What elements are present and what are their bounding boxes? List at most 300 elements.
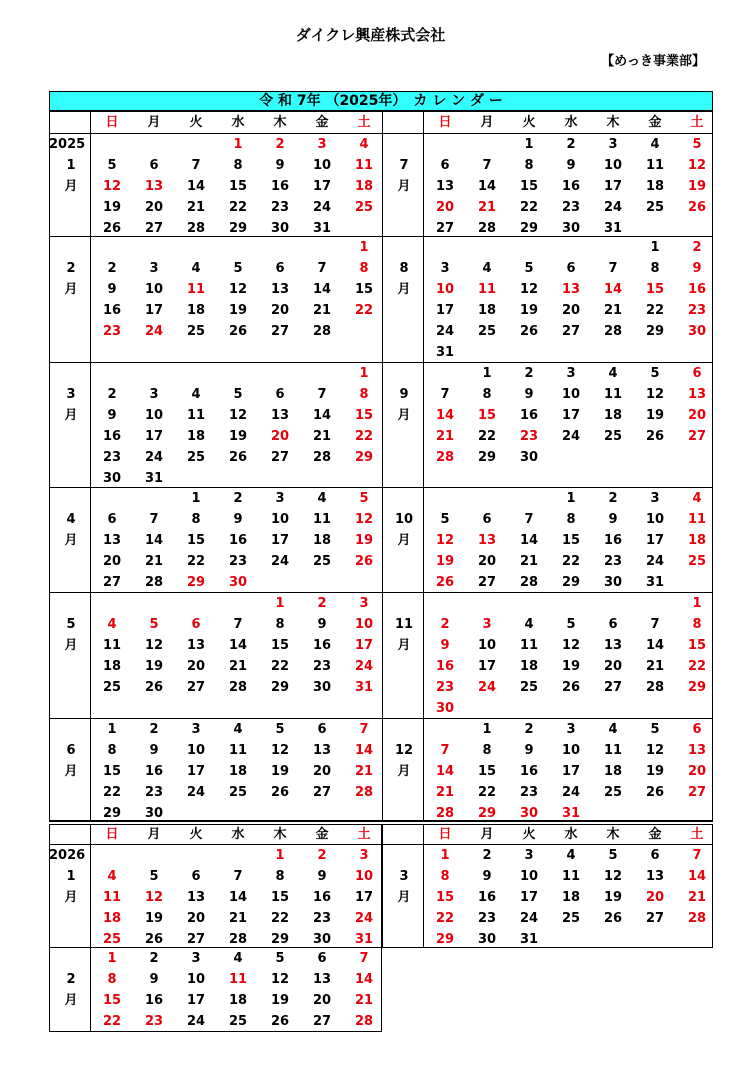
- day-cell: 21: [354, 764, 374, 779]
- day-cell: 23: [603, 554, 623, 569]
- day-cell: 14: [687, 869, 707, 884]
- day-cell: 28: [186, 221, 206, 236]
- day-cell: 11: [645, 158, 665, 173]
- day-cell: 27: [186, 680, 206, 695]
- day-cell: 2: [107, 387, 117, 402]
- month-number: 8: [399, 261, 409, 276]
- day-cell: 24: [603, 200, 623, 215]
- day-cell: 15: [477, 408, 497, 423]
- day-cell: 30: [561, 221, 581, 236]
- day-cell: 12: [603, 869, 623, 884]
- day-cell: 1: [566, 491, 576, 506]
- day-cell: 26: [519, 324, 539, 339]
- day-cell: 16: [102, 303, 122, 318]
- weekday-label: 月: [480, 827, 494, 842]
- day-cell: 29: [270, 680, 290, 695]
- month-number: 1: [66, 869, 76, 884]
- day-cell: 16: [561, 179, 581, 194]
- day-cell: 28: [435, 450, 455, 465]
- month-unit: 月: [397, 764, 411, 779]
- day-cell: 15: [228, 179, 248, 194]
- day-cell: 13: [144, 179, 164, 194]
- month-number: 6: [66, 743, 76, 758]
- day-cell: 13: [687, 743, 707, 758]
- day-cell: 5: [608, 848, 618, 863]
- year-label: 2026: [49, 848, 86, 863]
- day-cell: 11: [312, 512, 332, 527]
- day-cell: 14: [354, 972, 374, 987]
- day-cell: 26: [603, 911, 623, 926]
- day-cell: 27: [312, 785, 332, 800]
- day-cell: 17: [645, 533, 665, 548]
- day-cell: 12: [561, 638, 581, 653]
- day-cell: 11: [561, 869, 581, 884]
- day-cell: 24: [645, 554, 665, 569]
- day-cell: 22: [102, 1014, 122, 1029]
- day-cell: 14: [228, 638, 248, 653]
- day-cell: 24: [186, 1014, 206, 1029]
- day-cell: 31: [144, 471, 164, 486]
- day-cell: 9: [149, 743, 159, 758]
- day-cell: 12: [645, 387, 665, 402]
- day-cell: 4: [482, 261, 492, 276]
- day-cell: 17: [354, 638, 374, 653]
- day-cell: 8: [275, 617, 285, 632]
- day-cell: 6: [482, 512, 492, 527]
- weekday-label: 土: [357, 115, 371, 130]
- day-cell: 27: [561, 324, 581, 339]
- day-cell: 4: [608, 722, 618, 737]
- day-cell: 8: [650, 261, 660, 276]
- day-cell: 18: [603, 408, 623, 423]
- day-cell: 3: [191, 951, 201, 966]
- day-cell: 4: [566, 848, 576, 863]
- day-cell: 20: [645, 890, 665, 905]
- day-cell: 4: [692, 491, 702, 506]
- day-cell: 2: [275, 137, 285, 152]
- day-cell: 25: [687, 554, 707, 569]
- month-number: 9: [399, 387, 409, 402]
- day-cell: 25: [228, 1014, 248, 1029]
- day-cell: 28: [144, 575, 164, 590]
- day-cell: 11: [687, 512, 707, 527]
- month-unit: 月: [397, 533, 411, 548]
- weekday-label: 土: [690, 115, 704, 130]
- day-cell: 1: [359, 366, 369, 381]
- day-cell: 22: [228, 200, 248, 215]
- weekday-label: 火: [189, 827, 203, 842]
- day-cell: 5: [275, 951, 285, 966]
- day-cell: 5: [566, 617, 576, 632]
- day-cell: 29: [477, 806, 497, 821]
- month-unit: 月: [64, 638, 78, 653]
- day-cell: 18: [102, 911, 122, 926]
- day-cell: 19: [603, 890, 623, 905]
- day-cell: 26: [645, 429, 665, 444]
- day-cell: 5: [233, 261, 243, 276]
- day-cell: 23: [312, 911, 332, 926]
- day-cell: 2: [482, 848, 492, 863]
- day-cell: 5: [149, 869, 159, 884]
- day-cell: 7: [359, 951, 369, 966]
- day-cell: 19: [102, 200, 122, 215]
- day-cell: 4: [191, 387, 201, 402]
- day-cell: 8: [692, 617, 702, 632]
- day-cell: 30: [519, 450, 539, 465]
- day-cell: 1: [107, 722, 117, 737]
- day-cell: 11: [228, 972, 248, 987]
- day-cell: 15: [270, 638, 290, 653]
- month-unit: 月: [64, 282, 78, 297]
- day-cell: 22: [354, 303, 374, 318]
- day-cell: 22: [645, 303, 665, 318]
- day-cell: 2: [440, 617, 450, 632]
- month-number: 3: [66, 387, 76, 402]
- day-cell: 20: [603, 659, 623, 674]
- day-cell: 28: [687, 911, 707, 926]
- day-cell: 28: [477, 221, 497, 236]
- day-cell: 14: [435, 408, 455, 423]
- weekday-label: 金: [315, 827, 329, 842]
- day-cell: 22: [687, 659, 707, 674]
- day-cell: 2: [107, 261, 117, 276]
- day-cell: 2: [524, 722, 534, 737]
- day-cell: 30: [270, 221, 290, 236]
- day-cell: 25: [477, 324, 497, 339]
- day-cell: 18: [354, 179, 374, 194]
- day-cell: 28: [228, 932, 248, 947]
- day-cell: 16: [102, 429, 122, 444]
- day-cell: 6: [317, 951, 327, 966]
- day-cell: 4: [191, 261, 201, 276]
- day-cell: 26: [144, 680, 164, 695]
- month-number: 4: [66, 512, 76, 527]
- day-cell: 13: [477, 533, 497, 548]
- day-cell: 29: [354, 450, 374, 465]
- day-cell: 5: [149, 617, 159, 632]
- day-cell: 20: [477, 554, 497, 569]
- day-cell: 24: [561, 785, 581, 800]
- day-cell: 20: [312, 764, 332, 779]
- month-unit: 月: [64, 179, 78, 194]
- day-cell: 2: [524, 366, 534, 381]
- day-cell: 15: [645, 282, 665, 297]
- day-cell: 13: [102, 533, 122, 548]
- day-cell: 27: [687, 785, 707, 800]
- day-cell: 26: [270, 785, 290, 800]
- month-unit: 月: [64, 408, 78, 423]
- day-cell: 25: [102, 932, 122, 947]
- day-cell: 20: [312, 993, 332, 1008]
- month-unit: 月: [397, 890, 411, 905]
- day-cell: 24: [435, 324, 455, 339]
- day-cell: 30: [435, 701, 455, 716]
- day-cell: 10: [144, 408, 164, 423]
- day-cell: 7: [233, 869, 243, 884]
- day-cell: 30: [144, 806, 164, 821]
- day-cell: 10: [312, 158, 332, 173]
- day-cell: 23: [519, 785, 539, 800]
- day-cell: 18: [312, 533, 332, 548]
- day-cell: 1: [233, 137, 243, 152]
- day-cell: 1: [440, 848, 450, 863]
- day-cell: 22: [354, 429, 374, 444]
- month-number: 5: [66, 617, 76, 632]
- day-cell: 9: [275, 158, 285, 173]
- day-cell: 17: [519, 890, 539, 905]
- day-cell: 27: [687, 429, 707, 444]
- weekday-label: 日: [105, 827, 119, 842]
- day-cell: 19: [687, 179, 707, 194]
- day-cell: 6: [191, 869, 201, 884]
- day-cell: 22: [477, 429, 497, 444]
- day-cell: 18: [228, 764, 248, 779]
- day-cell: 15: [354, 282, 374, 297]
- day-cell: 19: [519, 303, 539, 318]
- day-cell: 8: [482, 387, 492, 402]
- day-cell: 28: [645, 680, 665, 695]
- day-cell: 10: [144, 282, 164, 297]
- day-cell: 19: [561, 659, 581, 674]
- day-cell: 21: [186, 200, 206, 215]
- day-cell: 26: [228, 450, 248, 465]
- day-cell: 28: [312, 450, 332, 465]
- day-cell: 10: [186, 743, 206, 758]
- day-cell: 1: [524, 137, 534, 152]
- day-cell: 14: [228, 890, 248, 905]
- day-cell: 27: [270, 324, 290, 339]
- day-cell: 16: [270, 179, 290, 194]
- day-cell: 12: [228, 408, 248, 423]
- day-cell: 14: [354, 743, 374, 758]
- day-cell: 8: [566, 512, 576, 527]
- day-cell: 10: [354, 869, 374, 884]
- day-cell: 16: [519, 408, 539, 423]
- day-cell: 24: [270, 554, 290, 569]
- day-cell: 23: [312, 659, 332, 674]
- day-cell: 17: [144, 429, 164, 444]
- day-cell: 24: [144, 450, 164, 465]
- day-cell: 23: [477, 911, 497, 926]
- day-cell: 29: [270, 932, 290, 947]
- day-cell: 6: [149, 158, 159, 173]
- day-cell: 28: [312, 324, 332, 339]
- weekday-label: 金: [648, 115, 662, 130]
- day-cell: 25: [102, 680, 122, 695]
- day-cell: 13: [645, 869, 665, 884]
- day-cell: 12: [144, 890, 164, 905]
- day-cell: 26: [645, 785, 665, 800]
- day-cell: 13: [186, 890, 206, 905]
- weekday-label: 木: [273, 115, 287, 130]
- day-cell: 19: [144, 659, 164, 674]
- day-cell: 22: [519, 200, 539, 215]
- month-unit: 月: [64, 890, 78, 905]
- day-cell: 23: [228, 554, 248, 569]
- day-cell: 17: [144, 303, 164, 318]
- day-cell: 26: [144, 932, 164, 947]
- day-cell: 14: [645, 638, 665, 653]
- day-cell: 27: [186, 932, 206, 947]
- day-cell: 23: [144, 1014, 164, 1029]
- day-cell: 25: [519, 680, 539, 695]
- day-cell: 5: [524, 261, 534, 276]
- day-cell: 28: [228, 680, 248, 695]
- day-cell: 30: [312, 932, 332, 947]
- day-cell: 8: [107, 743, 117, 758]
- day-cell: 7: [608, 261, 618, 276]
- day-cell: 3: [149, 261, 159, 276]
- day-cell: 10: [435, 282, 455, 297]
- day-cell: 29: [186, 575, 206, 590]
- day-cell: 24: [477, 680, 497, 695]
- day-cell: 7: [359, 722, 369, 737]
- day-cell: 9: [317, 869, 327, 884]
- day-cell: 3: [650, 491, 660, 506]
- month-unit: 月: [64, 993, 78, 1008]
- month-number: 12: [394, 743, 414, 758]
- day-cell: 9: [107, 282, 117, 297]
- day-cell: 11: [186, 408, 206, 423]
- day-cell: 17: [561, 764, 581, 779]
- day-cell: 23: [435, 680, 455, 695]
- day-cell: 7: [317, 387, 327, 402]
- day-cell: 8: [107, 972, 117, 987]
- calendar-title-bar: 令 和 7年 （2025年） カ レ ン ダ ー: [49, 91, 713, 111]
- day-cell: 1: [482, 722, 492, 737]
- day-cell: 21: [687, 890, 707, 905]
- day-cell: 8: [440, 869, 450, 884]
- day-cell: 4: [359, 137, 369, 152]
- day-cell: 25: [645, 200, 665, 215]
- day-cell: 19: [645, 408, 665, 423]
- day-cell: 17: [354, 890, 374, 905]
- day-cell: 30: [228, 575, 248, 590]
- weekday-label: 土: [690, 827, 704, 842]
- day-cell: 7: [191, 158, 201, 173]
- day-cell: 25: [561, 911, 581, 926]
- day-cell: 1: [482, 366, 492, 381]
- day-cell: 30: [477, 932, 497, 947]
- day-cell: 12: [687, 158, 707, 173]
- day-cell: 16: [144, 993, 164, 1008]
- day-cell: 15: [561, 533, 581, 548]
- day-cell: 1: [650, 240, 660, 255]
- day-cell: 8: [359, 261, 369, 276]
- day-cell: 7: [317, 261, 327, 276]
- day-cell: 19: [228, 429, 248, 444]
- day-cell: 21: [354, 993, 374, 1008]
- day-cell: 9: [440, 638, 450, 653]
- day-cell: 21: [603, 303, 623, 318]
- day-cell: 3: [566, 722, 576, 737]
- day-cell: 18: [519, 659, 539, 674]
- day-cell: 20: [144, 200, 164, 215]
- day-cell: 3: [275, 491, 285, 506]
- day-cell: 13: [435, 179, 455, 194]
- day-cell: 16: [312, 890, 332, 905]
- weekday-label: 土: [357, 827, 371, 842]
- day-cell: 12: [519, 282, 539, 297]
- day-cell: 31: [354, 680, 374, 695]
- day-cell: 23: [561, 200, 581, 215]
- day-cell: 20: [687, 764, 707, 779]
- day-cell: 29: [477, 450, 497, 465]
- month-unit: 月: [397, 408, 411, 423]
- day-cell: 28: [354, 785, 374, 800]
- day-cell: 1: [275, 848, 285, 863]
- month-number: 2: [66, 972, 76, 987]
- day-cell: 3: [608, 137, 618, 152]
- day-cell: 12: [228, 282, 248, 297]
- day-cell: 7: [650, 617, 660, 632]
- day-cell: 9: [524, 743, 534, 758]
- day-cell: 20: [435, 200, 455, 215]
- day-cell: 9: [149, 972, 159, 987]
- day-cell: 21: [435, 429, 455, 444]
- day-cell: 12: [102, 179, 122, 194]
- day-cell: 20: [270, 429, 290, 444]
- day-cell: 16: [477, 890, 497, 905]
- day-cell: 9: [692, 261, 702, 276]
- day-cell: 23: [687, 303, 707, 318]
- day-cell: 20: [270, 303, 290, 318]
- day-cell: 15: [270, 890, 290, 905]
- day-cell: 26: [561, 680, 581, 695]
- day-cell: 6: [317, 722, 327, 737]
- company-name: ダイクレ興産株式会社: [295, 26, 446, 44]
- weekday-label: 水: [564, 115, 578, 130]
- day-cell: 15: [435, 890, 455, 905]
- day-cell: 3: [359, 848, 369, 863]
- day-cell: 3: [149, 387, 159, 402]
- day-cell: 10: [477, 638, 497, 653]
- day-cell: 10: [645, 512, 665, 527]
- day-cell: 17: [312, 179, 332, 194]
- day-cell: 11: [102, 638, 122, 653]
- weekday-label: 月: [147, 115, 161, 130]
- day-cell: 5: [650, 366, 660, 381]
- day-cell: 2: [608, 491, 618, 506]
- day-cell: 31: [645, 575, 665, 590]
- day-cell: 10: [354, 617, 374, 632]
- day-cell: 21: [228, 659, 248, 674]
- day-cell: 21: [144, 554, 164, 569]
- day-cell: 1: [359, 240, 369, 255]
- day-cell: 31: [519, 932, 539, 947]
- month-number: 10: [394, 512, 414, 527]
- day-cell: 2: [317, 596, 327, 611]
- day-cell: 17: [186, 764, 206, 779]
- day-cell: 25: [186, 450, 206, 465]
- day-cell: 20: [561, 303, 581, 318]
- weekday-label: 金: [648, 827, 662, 842]
- day-cell: 9: [524, 387, 534, 402]
- day-cell: 8: [233, 158, 243, 173]
- weekday-label: 火: [189, 115, 203, 130]
- day-cell: 29: [228, 221, 248, 236]
- day-cell: 26: [270, 1014, 290, 1029]
- day-cell: 8: [359, 387, 369, 402]
- day-cell: 12: [270, 743, 290, 758]
- day-cell: 26: [102, 221, 122, 236]
- day-cell: 29: [435, 932, 455, 947]
- day-cell: 3: [191, 722, 201, 737]
- day-cell: 28: [354, 1014, 374, 1029]
- year-label: 2025: [49, 137, 86, 152]
- day-cell: 16: [519, 764, 539, 779]
- day-cell: 2: [149, 722, 159, 737]
